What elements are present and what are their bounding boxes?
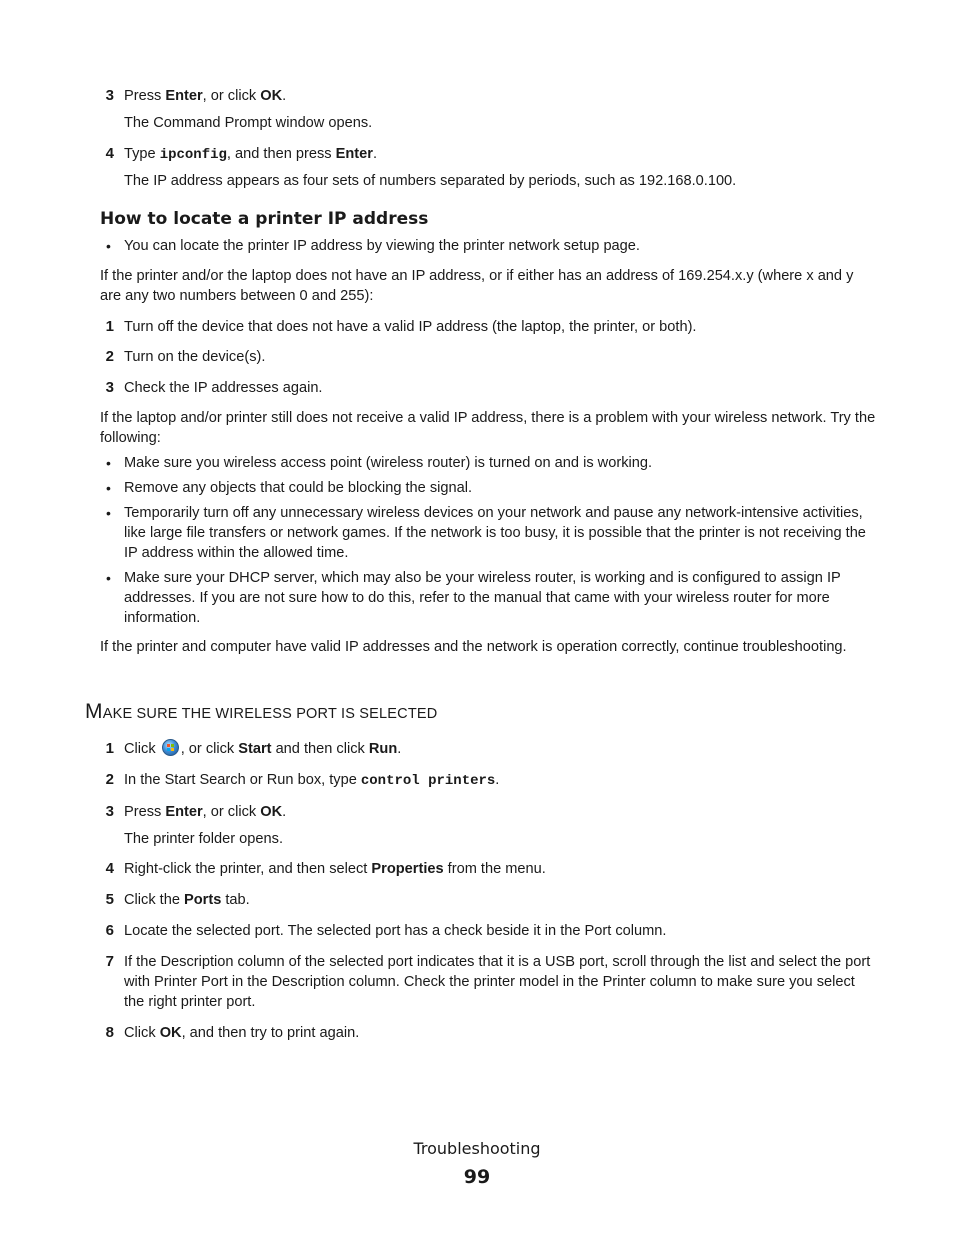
step-text: Press Enter, or click OK. <box>124 88 287 104</box>
bullet-icon: • <box>106 455 111 471</box>
step-number: 1 <box>105 740 114 757</box>
step-note: The printer folder opens. <box>124 831 283 847</box>
step-text: Check the IP addresses again. <box>124 380 323 396</box>
step-text: If the Description column of the selected port indicates that it is a USB port, scroll through the list and select the port with Printer Port in the Description column. Check the printer model in the Printer column to make sure you select the right printer port. <box>124 954 871 1010</box>
bullet-text: Remove any objects that could be blocking the signal. <box>124 480 473 496</box>
step-number: 6 <box>105 922 114 939</box>
step-text: Click , or click Start and then click Run. <box>124 741 402 757</box>
bullet-icon: • <box>106 505 111 521</box>
step-text: Type ipconfig, and then press Enter. <box>124 146 378 163</box>
step-text: Click the Ports tab. <box>124 892 250 908</box>
step-text: Turn on the device(s). <box>124 349 266 365</box>
step-number: 5 <box>105 891 114 908</box>
step-text: In the Start Search or Run box, type control printers. <box>124 772 500 789</box>
paragraph: If the laptop and/or printer still does not receive a valid IP address, there is a problem with your wireless network. Try the following: <box>100 410 876 446</box>
step-number: 3 <box>105 379 114 396</box>
step-number: 2 <box>105 348 114 365</box>
paragraph: If the printer and/or the laptop does not have an IP address, or if either has an address of 169.254.x.y (where x and y are any two numbers between 0 and 255): <box>100 268 854 304</box>
step-number: 3 <box>105 803 114 820</box>
paragraph: If the printer and computer have valid IP addresses and the network is operation correctly, continue troubleshooting. <box>100 639 847 655</box>
step-number: 2 <box>105 771 114 788</box>
bullet-text: Make sure your DHCP server, which may also be your wireless router, is working and is configured to assign IP addresses. If you are not sure how to do this, refer to the manual that came with your wireless router for more information. <box>124 570 841 626</box>
step-note: The Command Prompt window opens. <box>124 115 373 131</box>
step-text: Press Enter, or click OK. <box>124 804 287 820</box>
step-note: The IP address appears as four sets of numbers separated by periods, such as 192.168.0.100. <box>124 173 737 189</box>
bullet-icon: • <box>106 480 111 496</box>
step-number: 4 <box>105 145 114 162</box>
bullet-text: Make sure you wireless access point (wireless router) is turned on and is working. <box>124 455 653 471</box>
step-text: Click OK, and then try to print again. <box>124 1025 360 1041</box>
step-text: Locate the selected port. The selected port has a check beside it in the Port column. <box>124 923 667 939</box>
step-number: 1 <box>105 318 114 335</box>
section-heading: How to locate a printer IP address <box>100 209 429 229</box>
step-text: Right-click the printer, and then select Properties from the menu. <box>124 861 546 877</box>
windows-start-icon <box>162 739 179 756</box>
step-text: Turn off the device that does not have a valid IP address (the laptop, the printer, or both). <box>124 319 697 335</box>
bullet-text: Temporarily turn off any unnecessary wireless devices on your network and pause any network-intensive activities, like large file transfers or network games. If the network is too busy, it is possible that the printer is not receiving the IP address within the allowed time. <box>124 505 866 561</box>
bullet-icon: • <box>106 238 111 254</box>
step-number: 8 <box>105 1024 114 1041</box>
step-number: 3 <box>105 87 114 104</box>
step-number: 4 <box>105 860 114 877</box>
footer-section-title: Troubleshooting <box>413 1139 541 1158</box>
page-number: 99 <box>463 1166 491 1188</box>
bullet-icon: • <box>106 570 111 586</box>
step-number: 7 <box>105 953 114 970</box>
bullet-text: You can locate the printer IP address by viewing the printer network setup page. <box>124 238 640 254</box>
section-heading: MAKE SURE THE WIRELESS PORT IS SELECTED <box>85 700 438 723</box>
